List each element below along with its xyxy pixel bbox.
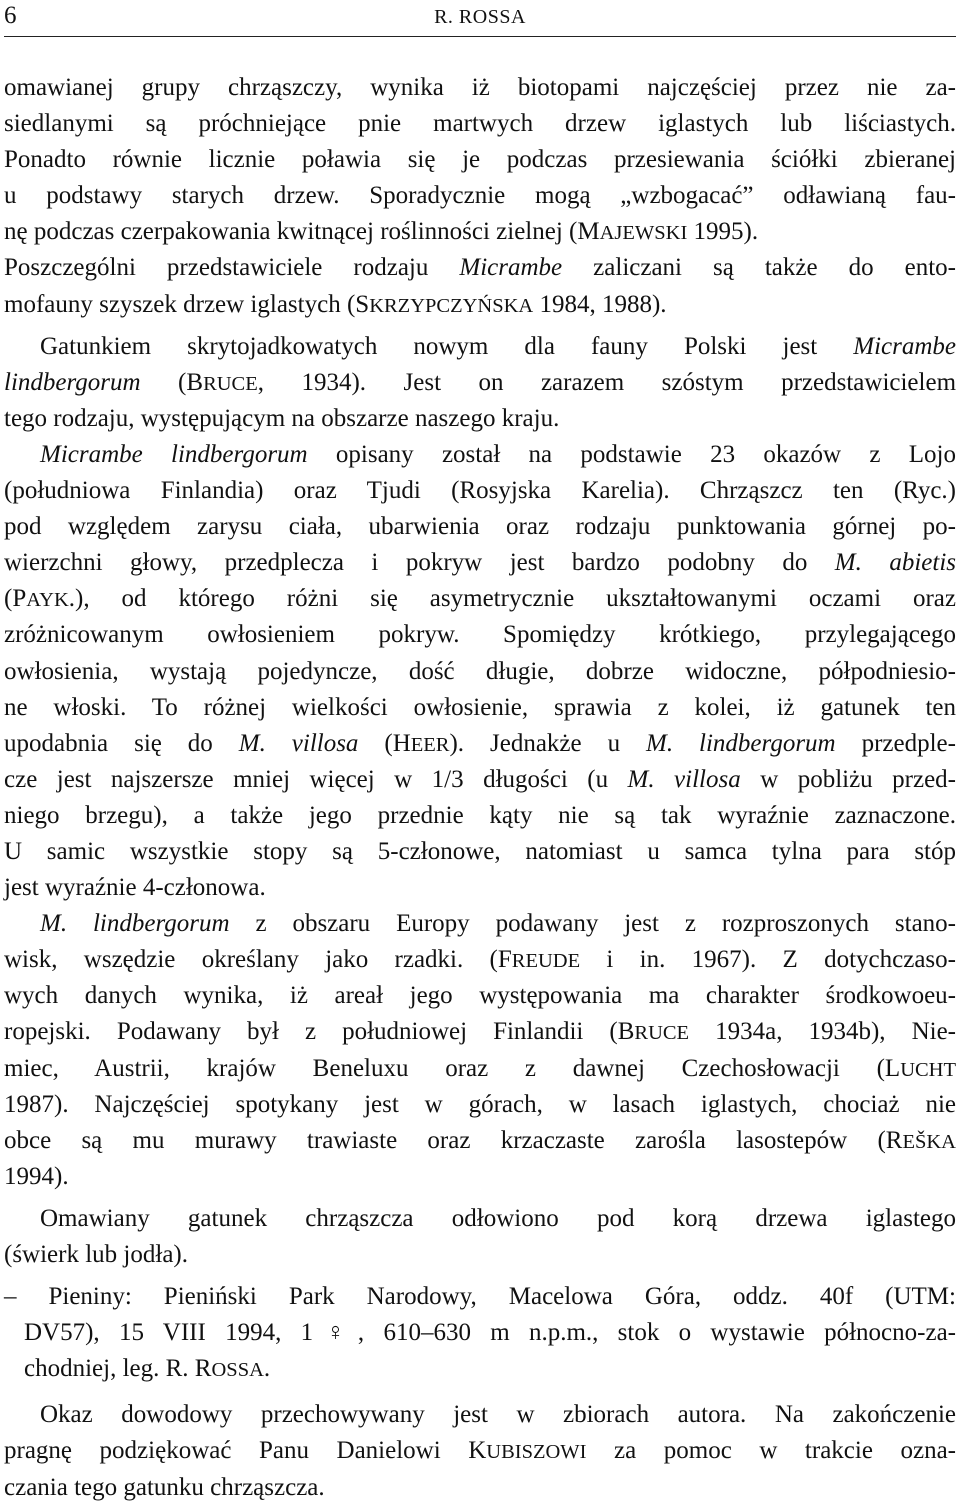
italic-text: Micrambe (459, 254, 563, 282)
text-line (4, 1351, 956, 1387)
text-span: 1934a, 1934b), Nie- (689, 1018, 957, 1046)
text-span: mofauny szyszek drzew iglastych (S (4, 290, 370, 318)
text-span: (południowa Finlandia) oraz Tjudi (Rosyjska Karelia). Chrząszcz ten (Ryc.) (4, 477, 956, 505)
small-caps-text: AYK (26, 589, 69, 612)
page-number: 6 (4, 2, 17, 29)
text-line (4, 978, 956, 1014)
text-line (4, 906, 956, 942)
paragraph-gap (4, 1387, 956, 1397)
text-span: zróżnicowanym owłosieniem pokryw. Spomiędzy krótkiego, przylegającego (4, 621, 956, 649)
text-line (4, 1397, 956, 1433)
text-line (4, 106, 956, 142)
text-span: U samic wszystkie stopy są 5-członowe, natomiast u samca tylna para stóp (4, 837, 956, 865)
running-header (4, 0, 956, 37)
italic-text: lindbergorum (4, 368, 141, 396)
text-span: ropejski. Podawany był z południowej Finlandii (B (4, 1018, 635, 1046)
text-span: 1994). (4, 1162, 69, 1190)
text-line (4, 617, 956, 653)
text-line (4, 1279, 956, 1315)
text-span: (B (140, 368, 204, 396)
italic-text: M. abietis (834, 549, 957, 577)
text-span: upodabnia się do (4, 729, 239, 757)
small-caps-text: RUCE (634, 1022, 690, 1045)
text-span: , 1934). Jest on zarazem szóstym przedstawicielem (257, 368, 957, 396)
text-line (4, 473, 956, 509)
small-caps-text: RUCE (203, 372, 258, 395)
text-line (4, 581, 956, 617)
italic-text: M. lindbergorum (646, 729, 836, 757)
text-span: wisk, wszędzie określany jako rzadki. (F (4, 946, 512, 974)
text-span: jest wyraźnie 4-członowa. (4, 874, 266, 902)
text-span: owłosienia, wystają pojedyncze, dość długie, dobrze widoczne, półpodniesio- (4, 657, 956, 685)
text-line (4, 798, 956, 834)
text-line (4, 545, 956, 581)
italic-text: M. villosa (238, 729, 359, 757)
text-line (4, 1315, 956, 1351)
text-span: przedple- (835, 729, 956, 757)
text-line (4, 1051, 956, 1087)
text-span: pod względem zarysu ciała, ubarwienia oraz rodzaju punktowania górnej po- (4, 513, 956, 541)
text-span: omawianej grupy chrząszczy, wynika iż biotopami najczęściej przez nie za- (4, 74, 956, 101)
text-span: Okaz dowodowy przechowywany jest w zbiorach autora. Na zakończenie (40, 1401, 956, 1429)
text-line (4, 1123, 956, 1159)
text-line (4, 437, 956, 473)
text-span: ne włoski. To różnej wielkości owłosienie, sprawia z kolei, iż gatunek ten (4, 693, 956, 721)
text-span: Poszczególni przedstawiciele rodzaju (4, 254, 460, 282)
text-line (4, 329, 956, 365)
text-line (4, 1014, 956, 1050)
text-line (4, 1087, 956, 1123)
text-span: ). Jednakże u (449, 729, 647, 757)
text-span: nę podczas czerpakowania kwitnącej roślinności zielnej (M (4, 218, 600, 246)
text-span: za pomoc w trakcie ozna- (586, 1437, 956, 1465)
text-span: Gatunkiem skrytojadkowatych nowym dla fauny Polski jest (40, 332, 854, 360)
text-line (4, 762, 956, 798)
text-span: DV57), 15 VIII 1994, 1♀, 610–630 m n.p.m., stok o wystawie północno-za- (24, 1319, 956, 1347)
text-span: u podstawy starych drzew. Sporadycznie mogą „wzbogacać” odławianą fau- (4, 182, 956, 210)
text-span: zaliczani są także do ento- (562, 254, 956, 282)
text-span: 1987). Najczęściej spotykany jest w górach, w lasach iglastych, chociaż nie (4, 1090, 956, 1118)
text-line (4, 401, 956, 437)
text-span: czania tego gatunku chrząszcza. (4, 1473, 325, 1501)
text-line (4, 250, 956, 286)
text-span: Omawiany gatunek chrząszcza odłowiono pod korą drzewa iglastego (40, 1204, 956, 1232)
text-span: chodniej, leg. R. R (24, 1355, 212, 1383)
text-span: cze jest najszersze mniej więcej w 1/3 długości (u (4, 765, 628, 793)
text-span: (P (4, 585, 27, 613)
small-caps-text: KRZYPCZYŃSKA (369, 294, 534, 317)
text-span: 1995). (687, 218, 759, 246)
italic-text: Micrambe (853, 332, 956, 360)
text-span: – Pieniny: Pieniński Park Narodowy, Macelowa Góra, oddz. 40f (UTM: (4, 1283, 956, 1311)
text-line (4, 287, 956, 323)
text-line (4, 726, 956, 762)
small-caps-text: AJEWSKI (599, 222, 688, 245)
text-line (4, 1201, 956, 1237)
text-span: pragnę podziękować Panu Danielowi K (4, 1437, 487, 1465)
italic-text: M. villosa (627, 765, 741, 793)
text-span: i in. 1967). Z dotychczaso- (580, 946, 956, 974)
small-caps-text: UBISZOWI (486, 1441, 587, 1464)
small-caps-text: EER (410, 733, 450, 756)
small-caps-text: REUDE (511, 950, 581, 973)
text-span: niego brzegu), a także jego przednie kąty nie są tak wyraźnie zaznaczone. (4, 801, 956, 829)
text-span: wych danych wynika, iż areał jego występowania ma charakter środkowoeu- (4, 982, 956, 1010)
text-span: miec, Austrii, krajów Beneluxu oraz z dawnej Czechosłowacji (L (4, 1054, 901, 1082)
text-span: (świerk lub jodła). (4, 1241, 188, 1268)
text-line (4, 1237, 956, 1273)
italic-text: Micrambe lindbergorum (40, 440, 308, 468)
small-caps-text: UCHT (900, 1058, 956, 1081)
text-line (4, 1433, 956, 1469)
text-span: siedlanymi są próchniejące pnie martwych drzew iglastych lub liściastych. (4, 110, 956, 138)
text-line (4, 509, 956, 545)
small-caps-text: OSSA (211, 1359, 264, 1382)
text-line (4, 1159, 956, 1195)
text-span: opisany został na podstawie 23 okazów z Lojo (307, 440, 956, 468)
text-line (4, 214, 956, 250)
text-span: 1984, 1988). (533, 290, 667, 318)
text-line (4, 654, 956, 690)
running-head-title: R. ROSSA (434, 6, 526, 28)
text-line (4, 178, 956, 214)
italic-text: M. lindbergorum (40, 910, 230, 938)
text-span: w pobliżu przed- (740, 765, 956, 793)
text-line (4, 365, 956, 401)
small-caps-text: EŠKA (902, 1130, 956, 1153)
text-line (4, 70, 956, 106)
text-span: .), od którego różni się asymetrycznie ukształtowanymi oczami oraz (68, 585, 956, 613)
text-line (4, 1470, 956, 1506)
text-span: obce są mu murawy trawiaste oraz krzaczaste zarośla lasostepów (R (4, 1126, 903, 1154)
text-span: z obszaru Europy podawany jest z rozproszonych stano- (229, 910, 956, 938)
text-span: tego rodzaju, występującym na obszarze naszego kraju. (4, 404, 560, 432)
article-body (4, 70, 956, 1506)
text-line (4, 870, 956, 906)
text-line (4, 942, 956, 978)
text-span: (H (358, 729, 411, 757)
text-line (4, 690, 956, 726)
text-line (4, 834, 956, 870)
text-span: Ponadto równie licznie poławia się je podczas przesiewania ściółki zbieranej (4, 146, 956, 174)
text-span: wierzchni głowy, przedplecza i pokryw jest bardzo podobny do (4, 549, 835, 577)
text-line (4, 142, 956, 178)
text-span: . (263, 1355, 271, 1383)
